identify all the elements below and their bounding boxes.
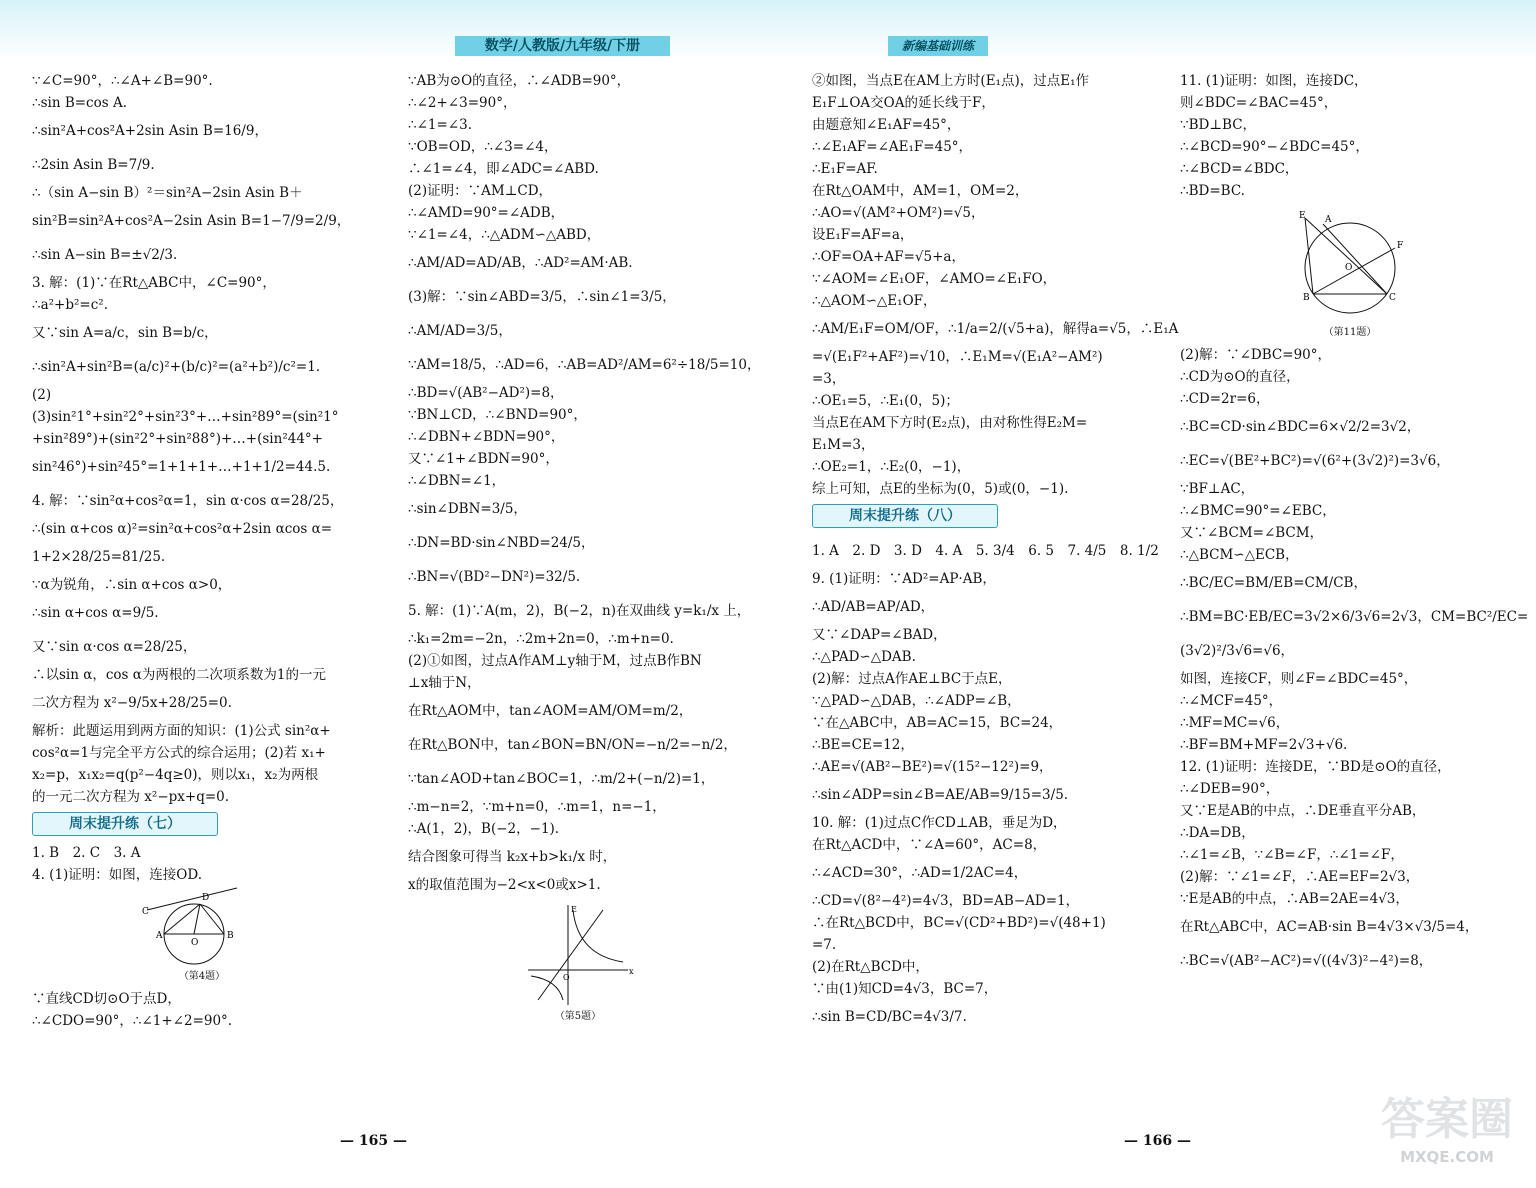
text-line: ②如图，当点E在AM上方时(E₁点)，过点E₁作 xyxy=(812,73,1089,89)
text-line: ∵E是AB的中点，∴AB=2AE=4√3， xyxy=(1180,891,1409,907)
text-line: 的一元二次方程为 x²−px+q=0. xyxy=(32,789,230,805)
header-subject-label: 数学/人教版/九年级/下册 xyxy=(455,36,670,56)
figure-caption: （第4题） xyxy=(178,971,226,982)
column-4 xyxy=(1180,70,1529,978)
text-line: sin²46°)+sin²45°=1+1+1+…+1+1/2=44.5. xyxy=(32,459,331,475)
text-line: ∴（sin A−sin B）²＝sin²A−2sin Asin B＋ xyxy=(32,185,303,201)
text-line: 设E₁F=AF=a， xyxy=(812,227,914,243)
text-line: cos²α=1与完全平方公式的综合运用；(2)若 x₁+ xyxy=(32,745,326,761)
text-line: ∴AM/AD=3/5， xyxy=(408,323,512,339)
text-line: ∴∠E₁AF=∠AE₁F=45°， xyxy=(812,139,973,155)
text-line: ∴DN=BD·sin∠NBD=24/5， xyxy=(408,535,595,551)
text-line: ∴∠DEB=90°， xyxy=(1180,781,1280,797)
text-line: 又∵E是AB的中点，∴DE垂直平分AB， xyxy=(1180,803,1426,819)
text-line: ∴∠DBN=∠1， xyxy=(408,473,506,489)
svg-text:E: E xyxy=(571,905,577,914)
text-line: (3)sin²1°+sin²2°+sin²3°+…+sin²89°=(sin²1° xyxy=(32,409,339,425)
text-line: ∴AD/AB=AP/AD， xyxy=(812,599,935,615)
text-line: ∴sin B=cos A. xyxy=(32,95,128,111)
text-line: ∴AM/E₁F=OM/OF，∴1/a=2/(√5+a)，解得a=√5，∴E₁A xyxy=(812,321,1179,337)
text-line: 当点E在AM下方时(E₂点)，由对称性得E₂M= xyxy=(812,415,1088,431)
text-line: ∴MF=MC=√6， xyxy=(1180,715,1290,731)
text-line: ∵tan∠AOD+tan∠BOC=1，∴m/2+(−n/2)=1， xyxy=(408,771,715,787)
text-line: ∴∠BCD=90°−∠BDC=45°， xyxy=(1180,139,1369,155)
text-line: ∴∠MCF=45°， xyxy=(1180,693,1283,709)
text-line: ∴△BCM∽△ECB， xyxy=(1180,547,1299,563)
text-line: ∴BE=CE=12， xyxy=(812,737,914,753)
text-line: 1. B 2. C 3. A xyxy=(32,845,141,861)
page-number-left: — 165 — xyxy=(340,1133,407,1149)
watermark-url: MXQE.COM xyxy=(1400,1148,1494,1166)
text-line: 在Rt△ACD中，∵∠A=60°，AC=8， xyxy=(812,837,1047,853)
text-line: ∴OE₂=1，∴E₂(0，−1)， xyxy=(812,459,971,475)
figure xyxy=(32,890,372,984)
text-line: x的取值范围为−2<x<0或x>1. xyxy=(408,877,601,893)
figure xyxy=(1180,206,1520,340)
section-heading-label: 周末提升练（七） xyxy=(32,812,218,836)
text-line: 解析：此题运用到两方面的知识：(1)公式 sin²α+ xyxy=(32,723,331,739)
figure xyxy=(408,900,748,1024)
text-line: ∴BF=BM+MF=2√3+√6. xyxy=(1180,737,1348,753)
text-line: ∵△PAD∽△DAB，∴∠ADP=∠B， xyxy=(812,693,1021,709)
text-line: ∴sin∠DBN=3/5， xyxy=(408,501,527,517)
text-line: E₁F⊥OA交OA的延长线于F， xyxy=(812,95,995,111)
text-line: ∴以sin α，cos α为两根的二次项系数为1的一元 xyxy=(32,667,326,683)
text-line: ∵直线CD切⊙O于点D， xyxy=(32,991,181,1007)
svg-text:D: D xyxy=(202,893,210,903)
text-line: ∵BN⊥CD，∴∠BND=90°， xyxy=(408,407,587,423)
svg-text:A: A xyxy=(156,931,163,941)
text-line: 9. (1)证明：∵AD²=AP·AB， xyxy=(812,571,996,587)
text-line: ∵AM=18/5，∴AD=6，∴AB=AD²/AM=6²÷18/5=10， xyxy=(408,357,761,373)
header-series-label: 新编基础训练 xyxy=(888,36,988,56)
text-line: ∴2sin Asin B=7/9. xyxy=(32,157,155,173)
text-line: ∴△PAD∽△DAB. xyxy=(812,649,916,665)
text-line: 4. (1)证明：如图，连接OD. xyxy=(32,867,202,883)
text-line: ∴sin B=CD/BC=4√3/7. xyxy=(812,1009,967,1025)
text-line: ∴k₁=2m=−2n，∴2m+2n=0，∴m+n=0. xyxy=(408,631,674,647)
text-line: ∴BC/EC=BM/EB=CM/CB， xyxy=(1180,575,1367,591)
text-line: ∴E₁F=AF. xyxy=(812,161,878,177)
text-line: ⊥x轴于N， xyxy=(408,675,481,691)
page-number-right: — 166 — xyxy=(1124,1133,1191,1149)
text-line: ∴BD=BC. xyxy=(1180,183,1245,199)
text-line: 3. 解：(1)∵在Rt△ABC中，∠C=90°， xyxy=(32,275,276,291)
text-line: ∴∠1=∠4，即∠ADC=∠ABD. xyxy=(408,161,599,177)
figure-11-diagram xyxy=(1295,206,1405,326)
text-line: ∴∠BMC=90°=∠EBC， xyxy=(1180,503,1336,519)
text-line: ∵OB=OD，∴∠3=∠4， xyxy=(408,139,558,155)
text-line: =√(E₁F²+AF²)=√10，∴E₁M=√(E₁A²−AM²) xyxy=(812,349,1103,365)
figure-5-diagram xyxy=(523,900,633,1010)
section-heading xyxy=(32,812,372,838)
text-line: E₁M=3， xyxy=(812,437,875,453)
text-line: 11. (1)证明：如图，连接DC， xyxy=(1180,73,1368,89)
text-line: 在Rt△ABC中，AC=AB·sin B=4√3×√3/5=4， xyxy=(1180,919,1479,935)
svg-text:F: F xyxy=(1397,241,1404,251)
text-line: (2)①如图，过点A作AM⊥y轴于M，过点B作BN xyxy=(408,653,702,669)
text-line: 在Rt△BON中，tan∠BON=BN/ON=−n/2=−n/2， xyxy=(408,737,737,753)
text-line: ∴CD为⊙O的直径， xyxy=(1180,369,1300,385)
text-line: 又∵sin α·cos α=28/25， xyxy=(32,639,197,655)
svg-text:O: O xyxy=(1345,263,1353,273)
text-line: 结合图象可得当 k₂x+b>k₁/x 时， xyxy=(408,849,617,865)
text-line: (2)解：过点A作AE⊥BC于点E， xyxy=(812,671,1012,687)
text-line: 在Rt△OAM中，AM=1，OM=2， xyxy=(812,183,1029,199)
figure-caption: （第5题） xyxy=(554,1011,602,1022)
text-line: ∴OF=OA+AF=√5+a， xyxy=(812,249,965,265)
text-line: ∴∠1=∠B，∵∠B=∠F，∴∠1=∠F， xyxy=(1180,847,1404,863)
text-line: ∴DA=DB， xyxy=(1180,825,1255,841)
text-line: ∴BD=√(AB²−AD²)=8， xyxy=(408,385,564,401)
text-line: (2) xyxy=(32,387,52,403)
text-line: 又∵∠1+∠BDN=90°， xyxy=(408,451,559,467)
section-heading-label: 周末提升练（八） xyxy=(812,504,998,528)
text-line: ∴∠BCD=∠BDC， xyxy=(1180,161,1299,177)
text-line: ∴CD=√(8²−4²)=4√3，BD=AB−AD=1， xyxy=(812,893,1080,909)
text-line: ∴CD=2r=6， xyxy=(1180,391,1270,407)
text-line: (2)证明：∵AM⊥CD， xyxy=(408,183,553,199)
text-line: 5. 解：(1)∵A(m，2)，B(−2，n)在双曲线 y=k₁/x 上， xyxy=(408,603,751,619)
header-band xyxy=(0,0,1536,60)
column-1 xyxy=(32,70,372,1032)
svg-text:O: O xyxy=(563,973,570,982)
text-line: ∴∠ACD=30°，∴AD=1/2AC=4， xyxy=(812,865,1028,881)
text-line: ∴sin²A+sin²B=(a/c)²+(b/c)²=(a²+b²)/c²=1. xyxy=(32,359,321,375)
text-line: (3)解：∵sin∠ABD=3/5，∴sin∠1=3/5， xyxy=(408,289,676,305)
text-line: 二次方程为 x²−9/5x+28/25=0. xyxy=(32,695,232,711)
text-line: ∴∠DBN+∠BDN=90°， xyxy=(408,429,565,445)
text-line: ∴EC=√(BE²+BC²)=√(6²+(3√2)²)=3√6， xyxy=(1180,453,1450,469)
text-line: ∴BN=√(BD²−DN²)=32/5. xyxy=(408,569,581,585)
text-line: 4. 解：∵sin²α+cos²α=1，sin α·cos α=28/25， xyxy=(32,493,344,509)
text-line: ∴∠CDO=90°，∴∠1+∠2=90°. xyxy=(32,1013,233,1029)
text-line: x₂=p，x₁x₂=q(p²−4q≥0)，则以x₁，x₂为两根 xyxy=(32,767,319,783)
text-line: (2)解：∵∠DBC=90°， xyxy=(1180,347,1331,363)
text-line: =3， xyxy=(812,371,846,387)
text-line: (3√2)²/3√6=√6， xyxy=(1180,643,1295,659)
text-line: ∴∠AMD=90°=∠ADB， xyxy=(408,205,565,221)
column-3 xyxy=(812,70,1179,1034)
text-line: ∴A(1，2)，B(−2，−1). xyxy=(408,821,560,837)
text-line: ∴AE=√(AB²−BE²)=√(15²−12²)=9， xyxy=(812,759,1053,775)
text-line: ∴m−n=2，∵m+n=0，∴m=1，n=−1， xyxy=(408,799,666,815)
watermark xyxy=(1372,1092,1522,1180)
figure-caption: （第11题） xyxy=(1323,327,1377,338)
text-line: =7. xyxy=(812,937,837,953)
text-line: ∴a²+b²=c². xyxy=(32,297,108,313)
text-line: ∵在△ABC中，AB=AC=15，BC=24， xyxy=(812,715,1063,731)
text-line: ∵∠1=∠4，∴△ADM∽△ABD， xyxy=(408,227,601,243)
text-line: 又∵sin A=a/c，sin B=b/c， xyxy=(32,325,218,341)
text-line: 则∠BDC=∠BAC=45°， xyxy=(1180,95,1338,111)
figure-4-diagram xyxy=(142,890,262,970)
text-line: 在Rt△AOM中，tan∠AOM=AM/OM=m/2， xyxy=(408,703,693,719)
svg-text:A: A xyxy=(1325,215,1332,225)
text-line: 1. A 2. D 3. D 4. A 5. 3/4 6. 5 7. 4/5 8. 1/2 xyxy=(812,543,1159,559)
text-line: (2)在Rt△BCD中， xyxy=(812,959,929,975)
text-line: ∵由(1)知CD=4√3，BC=7， xyxy=(812,981,998,997)
text-line: ∴sin α+cos α=9/5. xyxy=(32,605,159,621)
text-line: ∴AM/AD=AD/AB，∴AD²=AM·AB. xyxy=(408,255,633,271)
text-line: (2)解：∵∠1=∠F，∴AE=EF=2√3， xyxy=(1180,869,1420,885)
text-line: 又∵∠DAP=∠BAD， xyxy=(812,627,947,643)
text-line: ∵∠AOM=∠E₁OF，∠AMO=∠E₁FO， xyxy=(812,271,1057,287)
text-line: ∵BF⊥AC， xyxy=(1180,481,1255,497)
text-line: ∵BD⊥BC， xyxy=(1180,117,1257,133)
text-line: ∴AO=√(AM²+OM²)=√5， xyxy=(812,205,985,221)
text-line: 10. 解：(1)过点C作CD⊥AB，垂足为D， xyxy=(812,815,1067,831)
text-line: 12. (1)证明：连接DE，∵BD是⊙O的直径， xyxy=(1180,759,1451,775)
text-line: sin²B=sin²A+cos²A−2sin Asin B=1−7/9=2/9， xyxy=(32,213,351,229)
svg-text:B: B xyxy=(227,931,234,941)
column-2 xyxy=(408,70,761,1028)
svg-text:C: C xyxy=(1389,293,1396,303)
text-line: ∴sin A−sin B=±√2/3. xyxy=(32,247,178,263)
text-line: ∴(sin α+cos α)²=sin²α+cos²α+2sin αcos α= xyxy=(32,521,333,537)
text-line: ∵∠C=90°，∴∠A+∠B=90°. xyxy=(32,73,213,89)
svg-text:C: C xyxy=(142,907,149,917)
text-line: ∴∠2+∠3=90°， xyxy=(408,95,517,111)
text-line: ∵AB为⊙O的直径，∴∠ADB=90°， xyxy=(408,73,631,89)
text-line: 综上可知，点E的坐标为(0，5)或(0，−1). xyxy=(812,481,1069,497)
text-line: 如图，连接CF，则∠F=∠BDC=45°， xyxy=(1180,671,1418,687)
text-line: ∴sin²A+cos²A+2sin Asin B=16/9， xyxy=(32,123,268,139)
text-line: ∴BC=CD·sin∠BDC=6×√2/2=3√2， xyxy=(1180,419,1421,435)
text-line: ∴∠1=∠3. xyxy=(408,117,472,133)
text-line: ∴BC=√(AB²−AC²)=√((4√3)²−4²)=8， xyxy=(1180,953,1433,969)
text-line: +sin²89°)+(sin²2°+sin²88°)+…+(sin²44°+ xyxy=(32,431,323,447)
text-line: ∴BM=BC·EB/EC=3√2×6/3√6=2√3，CM=BC²/EC= xyxy=(1180,609,1529,625)
svg-text:B: B xyxy=(1303,293,1310,303)
text-line: ∵α为锐角，∴sin α+cos α>0， xyxy=(32,577,232,593)
svg-text:E: E xyxy=(1299,211,1306,221)
svg-text:O: O xyxy=(191,938,199,948)
text-line: ∴sin∠ADP=sin∠B=AE/AB=9/15=3/5. xyxy=(812,787,1069,803)
text-line: ∴在Rt△BCD中，BC=√(CD²+BD²)=√(48+1) xyxy=(812,915,1106,931)
text-line: 由题意知∠E₁AF=45°， xyxy=(812,117,961,133)
text-line: ∴△AOM∽△E₁OF， xyxy=(812,293,937,309)
text-line: ∴OE₁=5，∴E₁(0，5)； xyxy=(812,393,959,409)
section-heading xyxy=(812,504,1152,530)
text-line: 1+2×28/25=81/25. xyxy=(32,549,166,565)
svg-text:x: x xyxy=(629,967,634,976)
watermark-logo: 答案圈 xyxy=(1381,1094,1513,1145)
text-line: 又∵∠BCM=∠BCM， xyxy=(1180,525,1324,541)
